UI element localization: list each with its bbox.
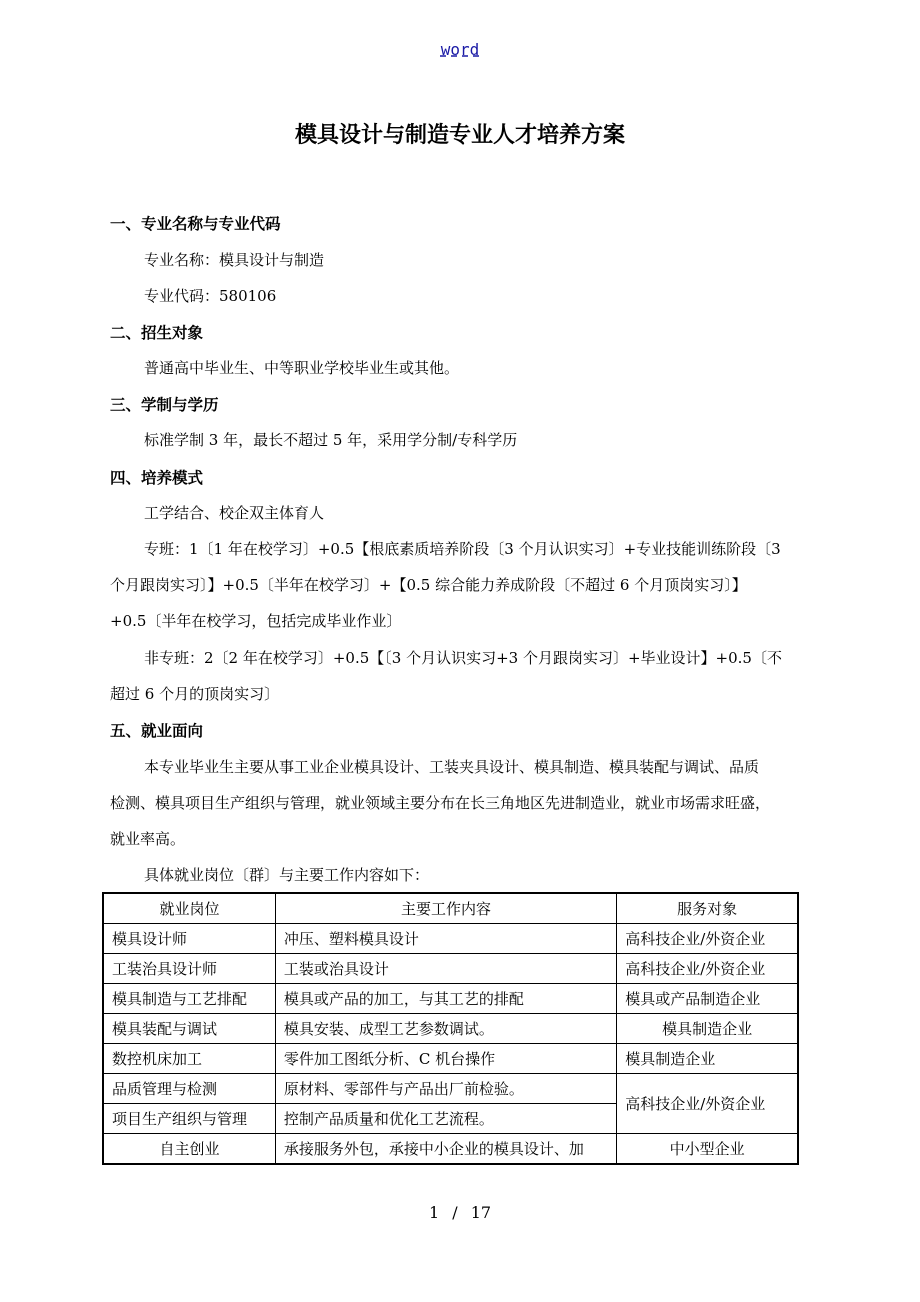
- table-row: [103, 954, 798, 984]
- table-header-work-content: 主要工作内容: [275, 893, 616, 924]
- section-3-heading: 三、学制与学历: [110, 396, 219, 414]
- training-mode-line-1: 工学结合、校企双主体育人: [144, 504, 325, 522]
- page-total: 17: [470, 1203, 492, 1222]
- table-cell-target: 高科技企业/外资企业: [617, 1074, 798, 1134]
- table-cell-content: 模具安装、成型工艺参数调试。: [275, 1014, 616, 1044]
- section-1-heading: 一、专业名称与专业代码: [110, 215, 281, 233]
- page-separator: /: [452, 1203, 458, 1222]
- major-code-line: 专业代码：580106: [144, 287, 277, 305]
- table-cell-content: 冲压、塑料模具设计: [275, 924, 616, 954]
- table-row: [103, 924, 798, 954]
- table-row: [103, 1134, 798, 1165]
- page-current: 1: [428, 1203, 440, 1222]
- table-cell-content: 承接服务外包，承接中小企业的模具设计、加: [275, 1134, 616, 1165]
- table-cell-target: 高科技企业/外资企业: [617, 954, 798, 984]
- table-header-row: [103, 893, 798, 924]
- training-mode-line-2: 专班：1〔1 年在校学习〕+0.5【根底素质培养阶段〔3 个月认识实习〕+专业技能训练阶段〔3: [144, 540, 781, 558]
- enrollment-target-text: 普通高中毕业生、中等职业学校毕业生或其他。: [144, 359, 460, 377]
- table-row: [103, 1014, 798, 1044]
- major-name-line: 专业名称：模具设计与制造: [144, 251, 325, 269]
- section-4-heading: 四、培养模式: [110, 469, 204, 487]
- table-cell-content: 工装或治具设计: [275, 954, 616, 984]
- table-header-service-target: 服务对象: [617, 893, 798, 924]
- table-cell-target: 中小型企业: [617, 1134, 798, 1165]
- section-2-heading: 二、招生对象: [110, 324, 204, 342]
- table-cell-position: 模具装配与调试: [103, 1014, 275, 1044]
- table-cell-target: 高科技企业/外资企业: [617, 924, 798, 954]
- page-title: 模具设计与制造专业人才培养方案: [294, 123, 625, 148]
- employment-table: [102, 892, 799, 1165]
- employment-line-1: 本专业毕业生主要从事工业企业模具设计、工装夹具设计、模具制造、模具装配与调试、品质: [144, 758, 760, 776]
- table-cell-position: 数控机床加工: [103, 1044, 275, 1074]
- training-mode-line-4: +0.5〔半年在校学习，包括完成毕业作业〕: [110, 612, 402, 630]
- employment-line-3: 就业率高。: [110, 830, 186, 848]
- employment-line-2: 检测、模具项目生产组织与管理，就业领域主要分布在长三角地区先进制造业，就业市场需求旺盛，: [110, 794, 771, 812]
- training-mode-line-3: 个月跟岗实习〕】+0.5〔半年在校学习〕+【0.5 综合能力养成阶段〔不超过 6 个月顶岗实习〕】: [110, 576, 747, 594]
- table-row: [103, 1074, 798, 1104]
- table-cell-position: 品质管理与检测: [103, 1074, 275, 1104]
- table-row: [103, 1044, 798, 1074]
- table-cell-position: 项目生产组织与管理: [103, 1104, 275, 1134]
- table-cell-target: 模具制造企业: [617, 1044, 798, 1074]
- table-cell-content: 模具或产品的加工，与其工艺的排配: [275, 984, 616, 1014]
- table-header-position: 就业岗位: [103, 893, 275, 924]
- table-cell-position: 自主创业: [103, 1134, 275, 1165]
- table-row: [103, 984, 798, 1014]
- table-cell-position: 工装治具设计师: [103, 954, 275, 984]
- table-cell-content: 零件加工图纸分析、C 机台操作: [275, 1044, 616, 1074]
- training-mode-line-5: 非专班：2〔2 年在校学习〕+0.5【〔3 个月认识实习+3 个月跟岗实习〕+毕业设计】+0.5〔不: [144, 649, 782, 667]
- training-mode-line-6: 超过 6 个月的顶岗实习〕: [110, 685, 280, 703]
- page-number: [0, 1203, 920, 1222]
- table-cell-position: 模具设计师: [103, 924, 275, 954]
- table-cell-target: 模具制造企业: [617, 1014, 798, 1044]
- employment-line-4: 具体就业岗位〔群〕与主要工作内容如下：: [144, 866, 430, 884]
- table-cell-position: 模具制造与工艺排配: [103, 984, 275, 1014]
- schooling-system-text: 标准学制 3 年，最长不超过 5 年，采用学分制/专科学历: [144, 431, 518, 449]
- table-cell-target: 模具或产品制造企业: [617, 984, 798, 1014]
- table-cell-content: 控制产品质量和优化工艺流程。: [275, 1104, 616, 1134]
- table-cell-content: 原材料、零部件与产品出厂前检验。: [275, 1074, 616, 1104]
- header-word-link[interactable]: word: [440, 40, 480, 59]
- section-5-heading: 五、就业面向: [110, 722, 204, 740]
